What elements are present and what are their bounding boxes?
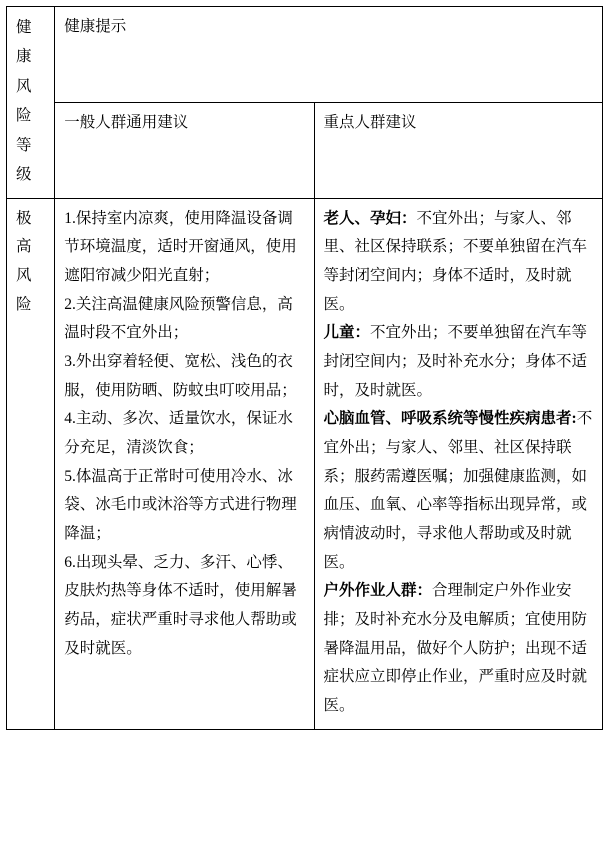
- general-advice-item: 5.体温高于正常时可使用冷水、冰袋、冰毛巾或沐浴等方式进行物理降温；: [64, 467, 297, 543]
- health-risk-table: [6, 6, 603, 730]
- general-advice-cell: [55, 198, 314, 729]
- subheader-general-advice: 一般人群通用建议: [55, 102, 314, 198]
- key-group-text: 不宜外出；与家人、邻里、社区保持联系；不要单独留在汽车等封闭空间内；身体不适时，及时就医。: [323, 209, 588, 313]
- key-group-advice-item: [324, 405, 593, 577]
- header-level-line2: 风险: [16, 77, 32, 125]
- risk-level-cell: [7, 198, 55, 729]
- key-group-title: 心脑血管、呼吸系统等慢性疾病患者:: [323, 410, 577, 428]
- general-advice-item: 4.主动、多次、适量饮水，保证水分充足，清淡饮食；: [64, 410, 293, 456]
- key-group-text: 不宜外出；与家人、邻里、社区保持联系；服药需遵医嘱；加强健康监测，如血压、血氧、心率等指标出现异常，或病情波动时，寻求他人帮助或及时就医。: [323, 410, 593, 571]
- risk-level-line1: 极高: [16, 209, 32, 256]
- key-group-advice-cell: [314, 198, 602, 729]
- risk-level-line2: 风险: [16, 266, 32, 313]
- header-level-line3: 等级: [16, 136, 32, 184]
- table-row: [7, 198, 603, 729]
- general-advice-item: 1.保持室内凉爽，使用降温设备调节环境温度，适时开窗通风，使用遮阳帘减少阳光直射；: [64, 209, 297, 284]
- header-level-line1: 健康: [16, 19, 32, 66]
- key-group-title: 儿童：: [323, 324, 371, 342]
- table-header-row: [7, 7, 603, 103]
- header-level-column: [7, 7, 55, 199]
- key-group-text: 合理制定户外作业安排；及时补充水分及电解质；宜使用防暑降温用品，做好个人防护；出现不适症状应立即停止作业，严重时应及时就医。: [323, 582, 588, 715]
- key-group-advice-item: [324, 205, 593, 320]
- general-advice-item: 6.出现头晕、乏力、多汗、心悸、皮肤灼热等身体不适时，使用解暑药品，症状严重时寻求他人帮助或及时就医。: [64, 553, 297, 657]
- subheader-key-group-advice: 重点人群建议: [314, 102, 602, 198]
- document-page: [0, 6, 611, 849]
- table-subheader-row: [7, 102, 603, 198]
- general-advice-item: 2.关注高温健康风险预警信息，高温时段不宜外出；: [64, 295, 293, 342]
- key-group-advice-item: [324, 319, 593, 405]
- key-group-text: 不宜外出；不要单独留在汽车等封闭空间内；及时补充水分；身体不适时，及时就医。: [323, 324, 588, 399]
- key-group-advice-item: [324, 577, 593, 720]
- key-group-title: 老人、孕妇：: [323, 209, 417, 227]
- general-advice-item: 3.外出穿着轻便、宽松、浅色的衣服，使用防晒、防蚊虫叮咬用品；: [64, 352, 297, 399]
- header-health-tips: 健康提示: [55, 7, 603, 103]
- key-group-title: 户外作业人群：: [323, 582, 433, 600]
